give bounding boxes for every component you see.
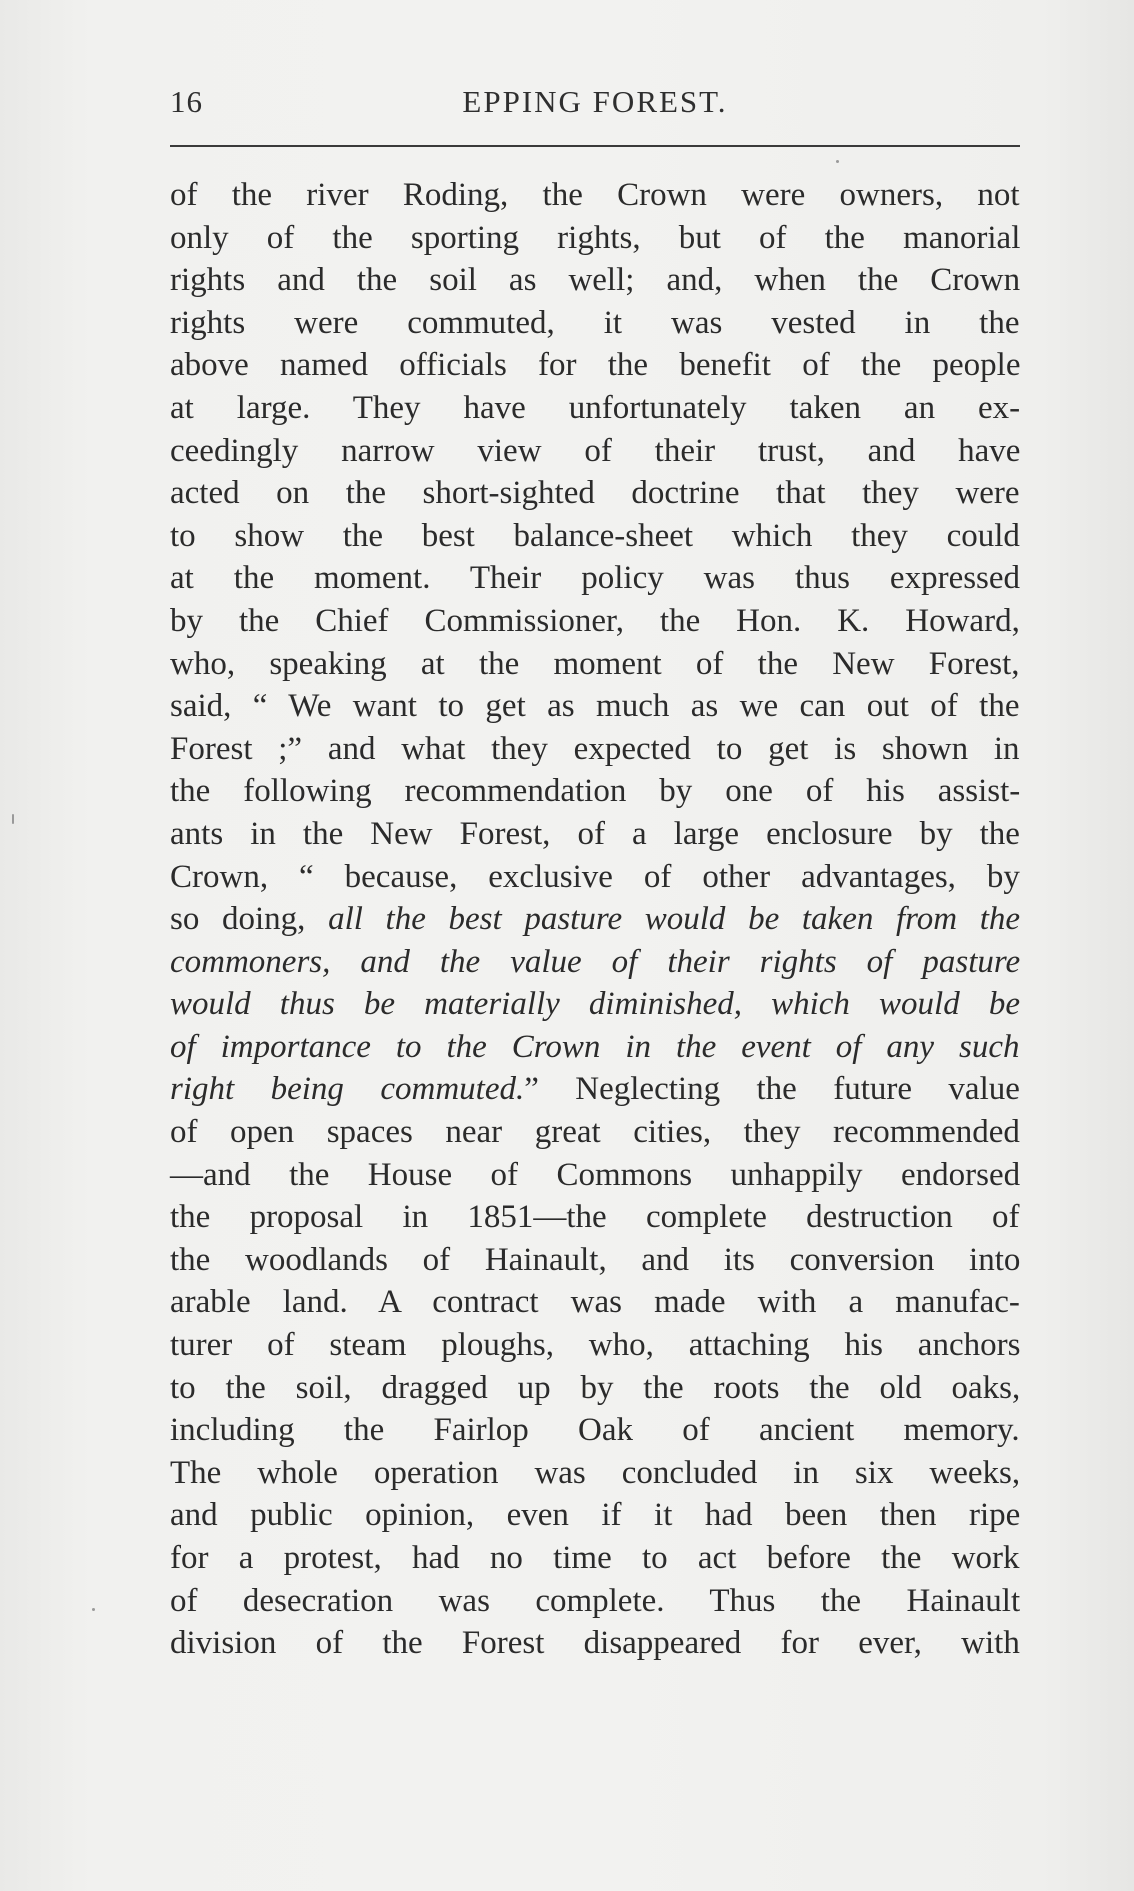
text-line (170, 1111, 1020, 1154)
body-text (170, 174, 1020, 1665)
text-segment: only of the sporting rights, but of the manorial (170, 219, 1021, 256)
text-line (170, 685, 1020, 728)
text-line (170, 1580, 1020, 1623)
text-line (170, 941, 1020, 984)
running-title: EPPING FOREST. (462, 84, 728, 119)
text-line (170, 557, 1020, 600)
text-segment: ” Neglecting the future value (524, 1071, 1020, 1108)
text-segment: to show the best balance-sheet which they could (170, 517, 1020, 554)
text-segment: at large. They have unfortunately taken an ex- (170, 389, 1021, 426)
text-segment: rights were commuted, it was vested in the (170, 304, 1020, 341)
italic-text-segment: of importance to the Crown in the event of any such (170, 1028, 1020, 1065)
italic-text-segment: right being commuted. (170, 1071, 525, 1108)
text-segment: by the Chief Commissioner, the Hon. K. Howard, (170, 602, 1020, 639)
text-segment: who, speaking at the moment of the New Forest, (170, 645, 1020, 682)
text-line (170, 387, 1020, 430)
paper-speck (12, 814, 14, 824)
text-line (170, 1324, 1020, 1367)
text-line (170, 515, 1020, 558)
text-segment: ants in the New Forest, of a large enclosure by the (170, 815, 1020, 852)
text-line (170, 1367, 1020, 1410)
text-segment: the woodlands of Hainault, and its conversion into (170, 1241, 1021, 1278)
text-segment: the following recommendation by one of his assist- (170, 773, 1021, 810)
text-segment: turer of steam ploughs, who, attaching his anchors (170, 1327, 1021, 1364)
text-line (170, 813, 1020, 856)
text-segment: of open spaces near great cities, they recommended (170, 1114, 1020, 1151)
text-segment: division of the Forest disappeared for ever, with (170, 1625, 1020, 1662)
text-line (170, 1452, 1020, 1495)
text-segment: rights and the soil as well; and, when the Crown (170, 262, 1021, 299)
text-segment: acted on the short-sighted doctrine that they were (170, 475, 1020, 512)
text-segment: Forest ;” and what they expected to get is shown in (170, 730, 1020, 767)
text-line (170, 600, 1020, 643)
text-line (170, 430, 1020, 473)
text-line (170, 1281, 1020, 1324)
text-segment: arable land. A contract was made with a manufac- (170, 1284, 1020, 1321)
text-line (170, 728, 1020, 771)
paper-speck (92, 1608, 95, 1611)
text-segment: —and the House of Commons unhappily endorsed (170, 1156, 1021, 1193)
page-number: 16 (170, 84, 203, 119)
text-line (170, 302, 1020, 345)
text-line (170, 898, 1020, 941)
text-line (170, 1409, 1020, 1452)
text-line (170, 259, 1020, 302)
text-segment: at the moment. Their policy was thus expressed (170, 560, 1021, 597)
text-segment: the proposal in 1851—the complete destruction of (170, 1199, 1020, 1236)
text-line (170, 472, 1020, 515)
text-line (170, 1537, 1020, 1580)
text-segment: The whole operation was concluded in six weeks, (170, 1454, 1021, 1491)
text-line (170, 1154, 1020, 1197)
italic-text-segment: all the best pasture would be taken from the (328, 901, 1021, 938)
italic-text-segment: would thus be materially diminished, which would be (170, 986, 1020, 1023)
text-segment: Crown, “ because, exclusive of other advantages, by (170, 858, 1020, 895)
text-line (170, 770, 1020, 813)
text-line (170, 1068, 1020, 1111)
text-line (170, 1622, 1020, 1665)
text-line (170, 217, 1020, 260)
text-line (170, 1494, 1020, 1537)
paper-speck (836, 160, 839, 163)
text-segment: said, “ We want to get as much as we can out of the (170, 688, 1020, 725)
text-segment: above named officials for the benefit of the people (170, 347, 1021, 384)
text-line (170, 1239, 1020, 1282)
text-line (170, 1026, 1020, 1069)
text-line (170, 174, 1020, 217)
text-segment: and public opinion, even if it had been then ripe (170, 1497, 1021, 1534)
text-segment: of desecration was complete. Thus the Hainault (170, 1582, 1021, 1619)
text-line (170, 1196, 1020, 1239)
text-line (170, 344, 1020, 387)
text-segment: for a protest, had no time to act before the work (170, 1540, 1020, 1576)
italic-text-segment: commoners, and the value of their rights of pasture (170, 943, 1021, 980)
text-segment: of the river Roding, the Crown were owners, not (170, 177, 1020, 213)
text-line (170, 856, 1020, 899)
text-segment: to the soil, dragged up by the roots the old oaks, (170, 1369, 1021, 1406)
text-line (170, 983, 1020, 1026)
text-line (170, 643, 1020, 686)
text-segment: so doing, (170, 901, 329, 938)
header-rule (170, 145, 1020, 147)
page-header (170, 84, 1020, 128)
text-segment: ceedingly narrow view of their trust, and have (170, 432, 1021, 469)
text-segment: including the Fairlop Oak of ancient memory. (170, 1412, 1020, 1449)
